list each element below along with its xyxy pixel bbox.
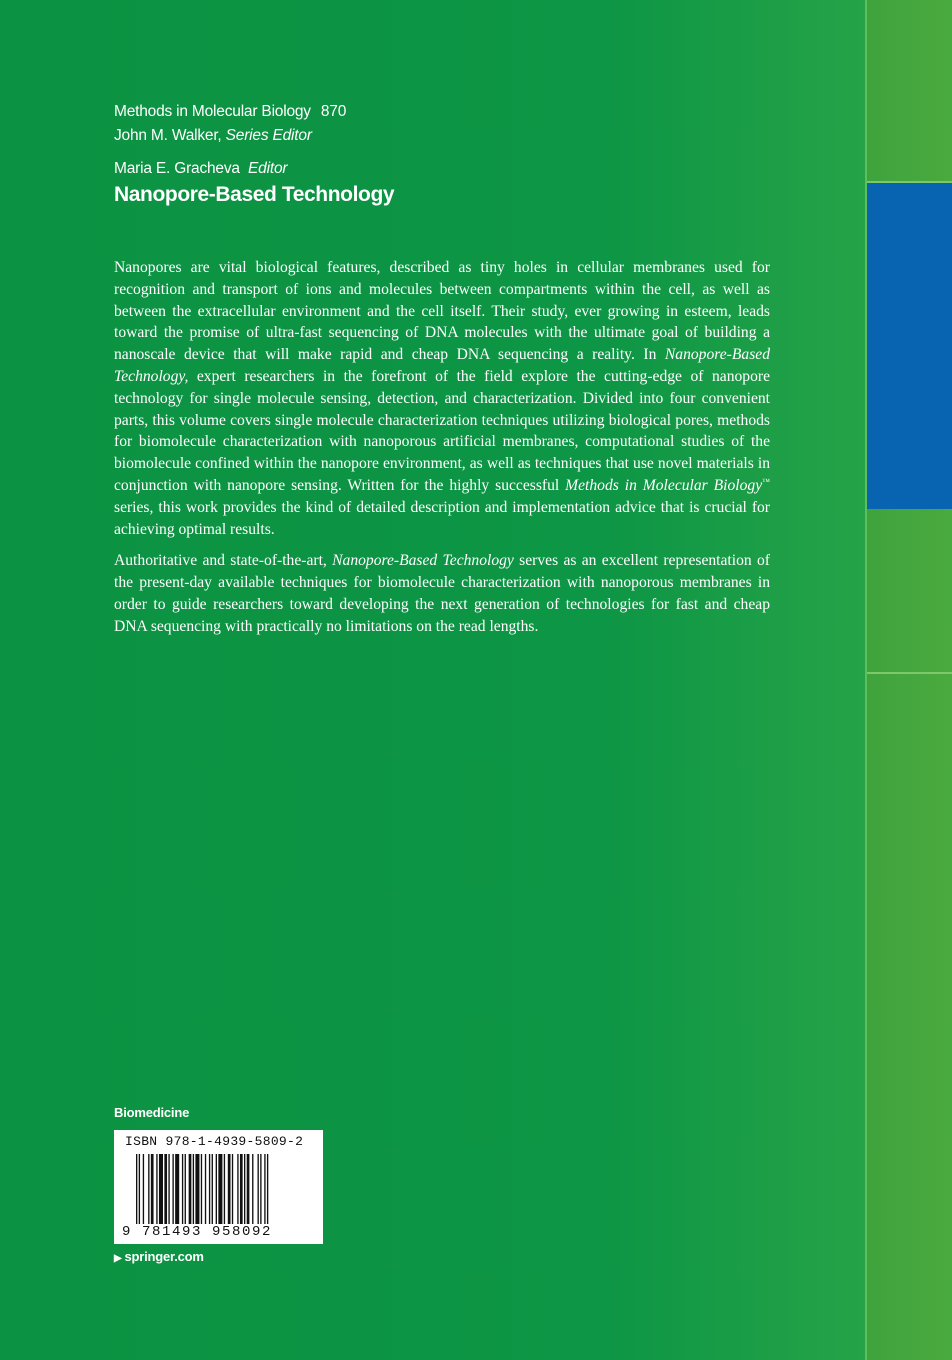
isbn-label: ISBN 978-1-4939-5809-2: [125, 1134, 304, 1149]
barcode-bar: [267, 1154, 268, 1224]
series-editor-line: [114, 124, 394, 148]
barcode-bar: [156, 1154, 157, 1224]
book-title: Nanopore-Based Technology: [114, 183, 395, 206]
barcode-bar: [193, 1154, 194, 1224]
barcode-bar: [159, 1154, 163, 1224]
italic-run: Methods in Molecular Biology: [565, 476, 763, 494]
barcode-bar: [228, 1154, 231, 1224]
series-name: Methods in Molecular Biology: [114, 103, 311, 120]
barcode-bar: [164, 1154, 167, 1224]
barcode-bar: [232, 1154, 233, 1224]
text-run: expert researchers in the forefront of the field explore the cutting-edge of nanopore technology for single molecule sensing, detection, and characterization. Divided into four convenient parts, this volume covers single molecule characterization techniques utilizing biological pores, methods for biomolecule characterization with nanoporous artificial membranes, computational studies of the biomolecule confined within the nanopore environment, as well as techniques that use novel materials in conjunction with nanopore sensing. Written for the highly successful: [114, 367, 770, 494]
volume-editor-role: Editor: [248, 160, 288, 177]
spine-blue-band: [867, 183, 952, 509]
barcode-bar: [185, 1154, 186, 1224]
barcode-bars: [136, 1154, 306, 1226]
barcode-bar: [237, 1154, 238, 1224]
barcode-bar: [264, 1154, 265, 1224]
description-paragraph-1: [114, 257, 770, 540]
series-editor-role: Series Editor: [225, 127, 312, 144]
barcode-bar: [240, 1154, 243, 1224]
description-paragraph-2: [114, 550, 770, 637]
barcode-bar: [218, 1154, 222, 1224]
barcode-bar: [205, 1154, 206, 1224]
barcode-bar: [212, 1154, 213, 1224]
series-line: [114, 100, 394, 124]
description-text: [114, 257, 770, 648]
barcode-bar: [151, 1154, 154, 1224]
barcode-bar: [143, 1154, 144, 1224]
text-run: Authoritative and state-of-the-art,: [114, 552, 333, 570]
italic-run: Nanopore-Based Technology: [332, 552, 514, 570]
volume-editor-name: Maria E. Gracheva: [114, 160, 240, 177]
barcode-bar: [175, 1154, 179, 1224]
series-editor-name: John M. Walker,: [114, 127, 222, 144]
text-run: series, this work provides the kind of detailed description and implementation advice that is crucial for achieving optimal results.: [114, 498, 770, 538]
barcode-bar: [168, 1154, 169, 1224]
text-run: serves as an excellent representation of the present-day available techniques for biomolecule characterization with nanoporous membranes in order to guide researchers toward developing the next generation of technologies for fast and cheap DNA sequencing with practically no limitations on the read lengths.: [114, 552, 770, 635]
arrow-right-icon: ▶: [114, 1253, 122, 1264]
barcode-bar: [224, 1154, 225, 1224]
barcode-bar: [189, 1154, 192, 1224]
italic-run: Nanopore-Based Technology,: [114, 346, 770, 385]
spine-strip: [867, 0, 952, 1360]
volume-editor-line: [114, 158, 394, 180]
barcode-bar: [195, 1154, 199, 1224]
website-label: springer.com: [124, 1249, 204, 1264]
series-number: 870: [320, 103, 347, 120]
isbn-barcode: [114, 1130, 323, 1244]
barcode-bar: [258, 1154, 259, 1224]
publisher-website[interactable]: [114, 1249, 204, 1264]
text-run: ™: [762, 476, 770, 486]
text-run: Nanopores are vital biological features, described as tiny holes in cellular membranes used for recognition and transport of ions and molecules between compartments within the cell, as well as between the extracellular environment and the cell itself. Their study, ever growing in esteem, leads toward the promise of ultra-fast sequencing of DNA molecules with the ultimate goal of building a nanoscale device that will make rapid and cheap DNA sequencing a reality. In: [114, 259, 770, 364]
subject-category: Biomedicine: [114, 1105, 190, 1120]
barcode-bar: [209, 1154, 210, 1224]
cover-header: [114, 100, 394, 210]
barcode-bar: [252, 1154, 253, 1224]
barcode-bar: [216, 1154, 217, 1224]
barcode-bar: [136, 1154, 137, 1224]
barcode-bar: [260, 1154, 261, 1224]
barcode-digits: 9 781493 958092: [122, 1224, 273, 1240]
barcode-bar: [172, 1154, 173, 1224]
barcode-bar: [247, 1154, 250, 1224]
barcode-bar: [148, 1154, 149, 1224]
barcode-bar: [139, 1154, 140, 1224]
barcode-bar: [201, 1154, 202, 1224]
barcode-bar: [244, 1154, 245, 1224]
spine-rule-bottom: [867, 672, 952, 674]
barcode-bar: [182, 1154, 183, 1224]
